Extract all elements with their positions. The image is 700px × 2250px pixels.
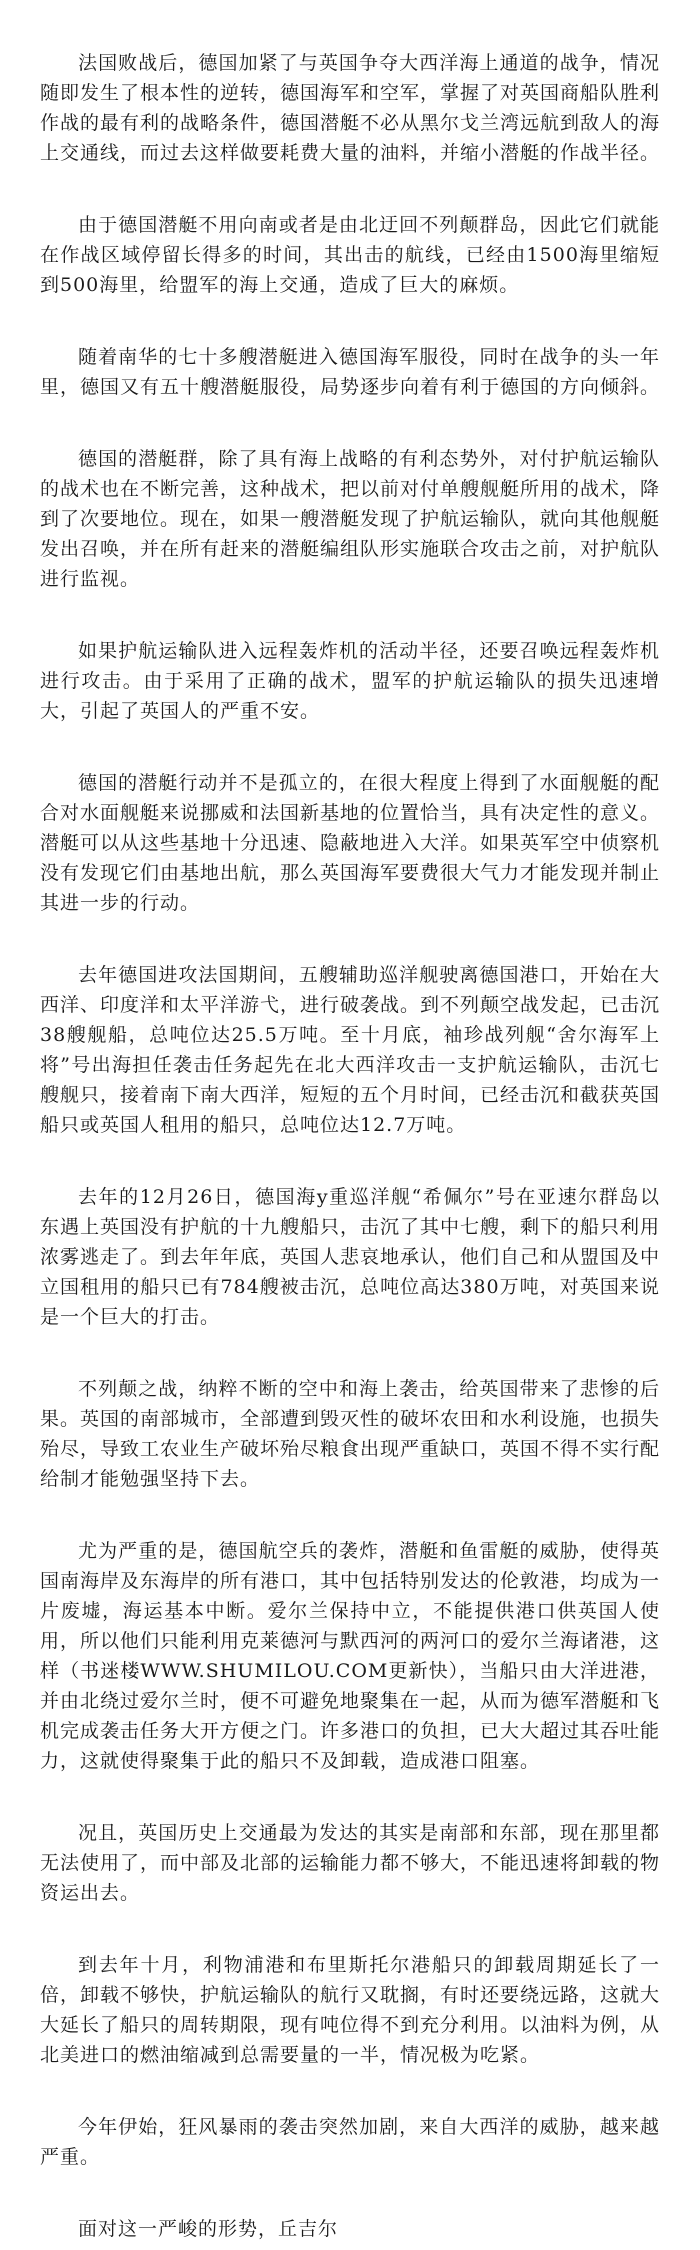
paragraph: 随着南华的七十多艘潜艇进入德国海军服役，同时在战争的头一年里，德国又有五十艘潜艇服役，局势逐步向着有利于德国的方向倾斜。: [40, 346, 661, 398]
paragraph: 去年德国进攻法国期间，五艘辅助巡洋舰驶离德国港口，开始在大西洋、印度洋和太平洋游弋，进行破袭战。到不列颠空战发起，已击沉38艘舰船，总吨位达25.5万吨。至十月底，袖珍战列舰“舍尔海军上将”号出海担任袭击任务起先在北大西洋攻击一支护航运输队，击沉七艘舰只，接着南下南大西洋，短短的五个月时间，已经击沉和截获英国船只或英国人租用的船只，总吨位达12.7万吨。: [40, 964, 661, 1136]
paragraph: 到去年十月，利物浦港和布里斯托尔港船只的卸载周期延长了一倍，卸载不够快，护航运输队的航行又耽搁，有时还要绕远路，这就大大延长了船只的周转期限，现有吨位得不到充分利用。以油料为例，从北美进口的燃油缩减到总需要量的一半，情况极为吃紧。: [40, 1954, 661, 2066]
paragraph: 如果护航运输队进入远程轰炸机的活动半径，还要召唤远程轰炸机进行攻击。由于采用了正确的战术，盟军的护航运输队的损失迅速增大，引起了英国人的严重不安。: [40, 640, 660, 722]
paragraph: 况且，英国历史上交通最为发达的其实是南部和东部，现在那里都无法使用了，而中部及北部的运输能力都不够大，不能迅速将卸载的物资运出去。: [40, 1822, 661, 1904]
paragraph: 尤为严重的是，德国航空兵的袭炸，潜艇和鱼雷艇的威胁，使得英国南海岸及东海岸的所有港口，其中包括特别发达的伦敦港，均成为一片废墟，海运基本中断。爱尔兰保持中立，不能提供港口供英国人使用，所以他们只能利用克莱德河与默西河的两河口的爱尔兰海诸港，这样（书迷楼WWW.SHUMILOU.COM更新快），当船只由大洋进港，并由北绕过爱尔兰时，便不可避免地聚集在一起，从而为德军潜艇和飞机完成袭击任务大开方便之门。许多港口的负担，已大大超过其吞吐能力，这就使得聚集于此的船只不及卸载，造成港口阻塞。: [40, 1540, 661, 1772]
paragraph: 面对这一严峻的形势，丘吉尔: [78, 2218, 339, 2240]
paragraph: 德国的潜艇行动并不是孤立的，在很大程度上得到了水面舰艇的配合对水面舰艇来说挪威和法国新基地的位置恰当，具有决定性的意义。潜艇可以从这些基地十分迅速、隐蔽地进入大洋。如果英军空中侦察机没有发现它们由基地出航，那么英国海军要费很大气力才能发现并制止其进一步的行动。: [40, 772, 661, 914]
paragraph: 今年伊始，狂风暴雨的袭击突然加剧，来自大西洋的威胁，越来越严重。: [40, 2116, 660, 2168]
paragraph: 德国的潜艇群，除了具有海上战略的有利态势外，对付护航运输队的战术也在不断完善，这种战术，把以前对付单艘舰艇所用的战术，降到了次要地位。现在，如果一艘潜艇发现了护航运输队，就向其他舰艇发出召唤，并在所有赶来的潜艇编组队形实施联合攻击之前，对护航队进行监视。: [40, 448, 661, 590]
paragraph: 不列颠之战，纳粹不断的空中和海上袭击，给英国带来了悲惨的后果。英国的南部城市，全部遭到毁灭性的破坏农田和水利设施，也损失殆尽，导致工农业生产破坏殆尽粮食出现严重缺口，英国不得不实行配给制才能勉强坚持下去。: [40, 1378, 661, 1490]
paragraph: 法国败战后，德国加紧了与英国争夺大西洋海上通道的战争，情况随即发生了根本性的逆转，德国海军和空军，掌握了对英国商船队胜利作战的最有利的战略条件，德国潜艇不必从黑尔戈兰湾远航到敌人的海上交通线，而过去这样做要耗费大量的油料，并缩小潜艇的作战半径。: [40, 52, 661, 164]
paragraph: 由于德国潜艇不用向南或者是由北迂回不列颠群岛，因此它们就能在作战区域停留长得多的时间，其出击的航线，已经由1500海里缩短到500海里，给盟军的海上交通，造成了巨大的麻烦。: [40, 214, 660, 296]
paragraph: 去年的12月26日，德国海y重巡洋舰“希佩尔”号在亚速尔群岛以东遇上英国没有护航的十九艘船只，击沉了其中七艘，剩下的船只利用浓雾逃走了。到去年年底，英国人悲哀地承认，他们自己和从盟国及中立国租用的船只已有784艘被击沉，总吨位高达380万吨，对英国来说是一个巨大的打击。: [40, 1186, 661, 1328]
